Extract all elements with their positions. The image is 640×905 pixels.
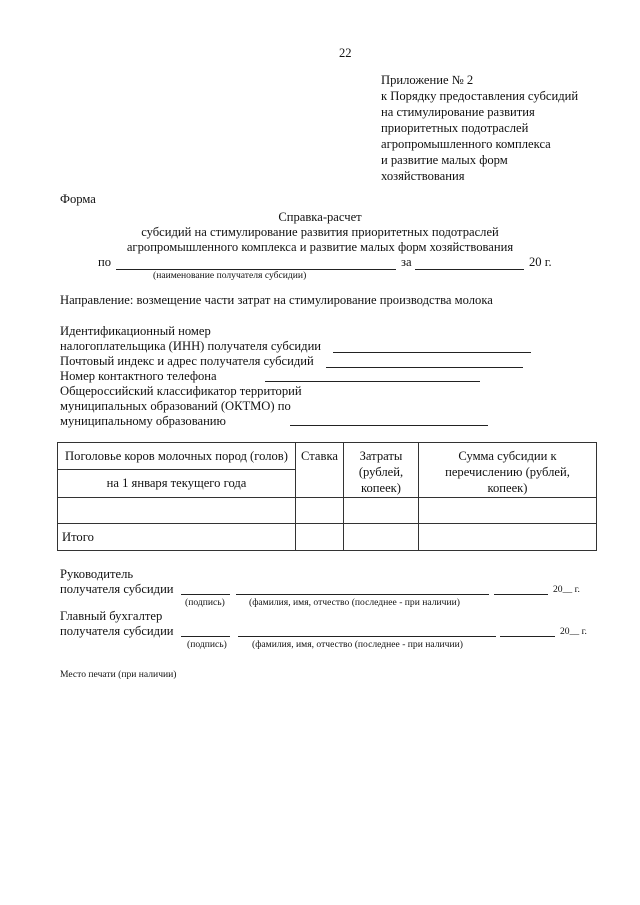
data-cell[interactable] (296, 498, 344, 524)
by-label: по (98, 255, 112, 269)
data-cell[interactable] (419, 498, 597, 524)
appendix-line: на стимулирование развития (381, 105, 535, 119)
total-cell[interactable] (296, 524, 344, 551)
oktmo-label: муниципальному образованию (60, 414, 226, 428)
for-label: за (401, 255, 412, 269)
doc-title: Справка-расчет (278, 210, 362, 224)
header-cows-top: Поголовье коров молочных пород (голов) (58, 443, 296, 470)
name-caption: (фамилия, имя, отчество (последнее - при наличии) (249, 597, 460, 608)
header-cows-bottom: на 1 января текущего года (58, 470, 296, 498)
direction-text: Направление: возмещение части затрат на стимулирование производства молока (60, 293, 493, 307)
oktmo-label: Общероссийский классификатор территорий (60, 384, 302, 398)
head-date-year: 20__ г. (553, 584, 580, 595)
header-costs-line: копеек) (360, 481, 401, 495)
header-rate: Ставка (296, 443, 344, 498)
data-cell[interactable] (58, 498, 296, 524)
doc-subtitle: агропромышленного комплекса и развитие малых форм хозяйствования (126, 240, 514, 254)
inn-field[interactable] (333, 352, 531, 353)
accountant-signature-field[interactable] (181, 636, 230, 637)
accountant-date-field[interactable] (500, 636, 555, 637)
recipient-caption: (наименование получателя субсидии) (153, 270, 307, 281)
subsidy-table (57, 442, 597, 551)
data-cell[interactable] (344, 498, 419, 524)
accountant-label: получателя субсидии (60, 624, 174, 638)
year-label: 20 г. (529, 255, 552, 269)
phone-label: Номер контактного телефона (60, 369, 217, 383)
header-costs-line: (рублей, (358, 465, 404, 479)
head-signature-field[interactable] (181, 594, 230, 595)
period-field[interactable] (415, 269, 524, 270)
accountant-date-year: 20__ г. (560, 626, 587, 637)
appendix-line: к Порядку предоставления субсидий (381, 89, 579, 103)
form-label: Форма (60, 192, 96, 206)
doc-subtitle: субсидий на стимулирование развития приоритетных подотраслей (141, 225, 499, 239)
sign-caption: (подпись) (187, 639, 227, 650)
page-number: 22 (339, 46, 352, 60)
appendix-line: приоритетных подотраслей (381, 121, 529, 135)
header-subsidy-line: копеек) (487, 481, 528, 495)
head-label: получателя субсидии (60, 582, 174, 596)
inn-label: Идентификационный номер (60, 324, 211, 338)
appendix-line: Приложение № 2 (381, 73, 474, 87)
address-field[interactable] (326, 367, 523, 368)
appendix-line: хозяйствования (381, 169, 465, 183)
stamp-place: Место печати (при наличии) (60, 669, 177, 680)
appendix-line: агропромышленного комплекса (381, 137, 551, 151)
total-cell[interactable] (419, 524, 597, 551)
accountant-label: Главный бухгалтер (60, 609, 163, 623)
header-costs (344, 443, 419, 498)
header-costs-line: Затраты (359, 449, 403, 463)
header-subsidy-line: перечислению (рублей, (445, 465, 570, 479)
accountant-name-field[interactable] (238, 636, 496, 637)
head-name-field[interactable] (236, 594, 489, 595)
header-subsidy-sum (419, 443, 597, 498)
address-label: Почтовый индекс и адрес получателя субсидий (60, 354, 314, 368)
appendix-line: и развитие малых форм (381, 153, 508, 167)
sign-caption: (подпись) (185, 597, 225, 608)
head-label: Руководитель (60, 567, 134, 581)
total-cell[interactable] (344, 524, 419, 551)
phone-field[interactable] (265, 381, 480, 382)
name-caption: (фамилия, имя, отчество (последнее - при наличии) (252, 639, 463, 650)
header-subsidy-line: Сумма субсидии к (458, 449, 557, 463)
oktmo-field[interactable] (290, 425, 488, 426)
head-date-field[interactable] (494, 594, 548, 595)
total-label: Итого (58, 524, 296, 551)
inn-label: налогоплательщика (ИНН) получателя субсидии (60, 339, 322, 353)
oktmo-label: муниципальных образований (ОКТМО) по (60, 399, 291, 413)
